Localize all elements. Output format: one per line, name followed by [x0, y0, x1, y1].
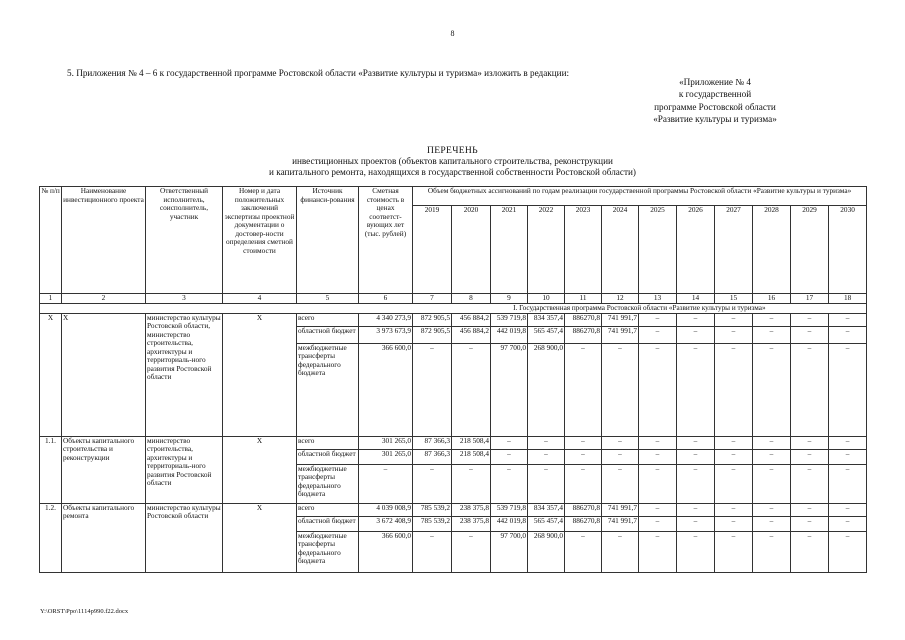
project-name: Х [62, 313, 146, 436]
year-header: 2021 [491, 206, 528, 294]
year-value: – [565, 531, 602, 572]
row-number: X [40, 313, 62, 436]
header-executor: Ответственный исполнитель, соисполнитель, участник [146, 187, 223, 294]
year-value: 539 719,8 [491, 503, 528, 516]
header-volume: Объем бюджетных ассигнований по годам реализации государственной программы Ростовской области «Развитие культуры и туризма» [413, 187, 867, 206]
year-header: 2024 [602, 206, 639, 294]
year-value: – [677, 343, 715, 436]
year-value: – [753, 516, 791, 531]
year-value: 834 357,4 [528, 313, 565, 326]
year-value: – [791, 464, 829, 503]
row-number: 1.2. [40, 503, 62, 572]
column-number: 14 [677, 294, 715, 304]
page-number: 8 [450, 29, 455, 38]
year-value: – [715, 503, 753, 516]
year-value: – [528, 436, 565, 449]
year-value: 834 357,4 [528, 503, 565, 516]
expertise-info: Х [223, 436, 297, 503]
year-value: – [829, 531, 867, 572]
year-header: 2023 [565, 206, 602, 294]
program-row [40, 304, 867, 314]
table-row [40, 313, 867, 326]
year-value: – [602, 449, 639, 464]
year-value: – [715, 313, 753, 326]
funding-source: всего [297, 503, 359, 516]
year-value: – [715, 326, 753, 343]
year-value: – [677, 326, 715, 343]
year-value: – [677, 464, 715, 503]
year-value: – [677, 531, 715, 572]
year-value: 741 991,7 [602, 326, 639, 343]
year-value: – [639, 503, 677, 516]
year-value: 886270,8 [565, 503, 602, 516]
year-value: – [753, 449, 791, 464]
expertise-info: Х [223, 313, 297, 436]
year-value: 539 719,8 [491, 313, 528, 326]
appendix-caption [585, 76, 845, 125]
project-name: Объекты капитального ремонта [62, 503, 146, 572]
header-source: Источник финанси-рования [297, 187, 359, 294]
year-value: – [791, 313, 829, 326]
year-value: 872 905,5 [413, 326, 452, 343]
column-number: 16 [753, 294, 791, 304]
estimated-cost: 3 672 408,9 [359, 516, 413, 531]
year-header: 2027 [715, 206, 753, 294]
year-value: – [791, 516, 829, 531]
year-value: – [565, 464, 602, 503]
year-value: – [677, 516, 715, 531]
year-value: – [677, 449, 715, 464]
year-value: 565 457,4 [528, 516, 565, 531]
project-name: Объекты капитального строительства и реконструкции [62, 436, 146, 503]
column-number: 7 [413, 294, 452, 304]
year-value: 886270,8 [565, 326, 602, 343]
year-value: 218 508,4 [452, 449, 491, 464]
funding-source: областной бюджет [297, 449, 359, 464]
year-value: 268 900,0 [528, 531, 565, 572]
year-value: 442 019,8 [491, 516, 528, 531]
year-header: 2022 [528, 206, 565, 294]
appendix-line: «Приложение № 4 [679, 77, 751, 87]
subtitle-line: инвестиционных проектов (объектов капитального строительства, реконструкции [292, 156, 613, 166]
header-name: Наименование инвестиционного проекта [62, 187, 146, 294]
funding-source: областной бюджет [297, 326, 359, 343]
year-value: – [639, 326, 677, 343]
year-value: – [791, 343, 829, 436]
year-value: 97 700,0 [491, 343, 528, 436]
year-value: – [753, 313, 791, 326]
document-title: ПЕРЕЧЕНЬ [427, 145, 478, 156]
year-value: – [491, 464, 528, 503]
year-value: 238 375,8 [452, 503, 491, 516]
funding-source: всего [297, 313, 359, 326]
year-value: – [413, 343, 452, 436]
column-number: 5 [297, 294, 359, 304]
file-path-footer: Y:\ORST\Ppo\1114p990.f22.docx [40, 608, 129, 615]
year-value: – [753, 436, 791, 449]
year-value: – [829, 503, 867, 516]
year-value: – [715, 343, 753, 436]
year-value: – [715, 449, 753, 464]
row-number: 1.1. [40, 436, 62, 503]
year-value: – [829, 343, 867, 436]
funding-source: межбюджетные трансферты федерального бюджета [297, 531, 359, 572]
estimated-cost: 3 973 673,9 [359, 326, 413, 343]
year-value: – [491, 449, 528, 464]
table-row [40, 436, 867, 449]
appendix-line: программе Ростовской области [654, 101, 776, 112]
year-value: – [791, 449, 829, 464]
estimated-cost: 4 340 273,9 [359, 313, 413, 326]
table-row [40, 503, 867, 516]
year-value: – [602, 436, 639, 449]
header-cost: Сметная стоимость в ценах соответст-вующих лет (тыс. рублей) [359, 187, 413, 294]
header-num: № п/п [40, 187, 62, 294]
year-value: – [715, 516, 753, 531]
document-subtitle [0, 156, 905, 178]
year-value: 218 508,4 [452, 436, 491, 449]
year-value: – [753, 531, 791, 572]
year-value: – [602, 531, 639, 572]
year-header: 2019 [413, 206, 452, 294]
year-value: – [677, 503, 715, 516]
year-value: 87 366,3 [413, 436, 452, 449]
column-number: 6 [359, 294, 413, 304]
column-number: 3 [146, 294, 223, 304]
year-value: – [452, 531, 491, 572]
year-value: – [565, 343, 602, 436]
responsible-executor: министерство культуры Ростовской области, министерство строительства, архитектуры и территориаль-ного развития Ростовской области [146, 313, 223, 436]
funding-source: межбюджетные трансферты федерального бюджета [297, 343, 359, 436]
program-row-label: I. Государственная программа Ростовской области «Развитие культуры и туризма» [413, 304, 867, 314]
year-value: – [639, 464, 677, 503]
expertise-info: Х [223, 503, 297, 572]
year-value: 456 884,2 [452, 313, 491, 326]
year-value: 741 991,7 [602, 516, 639, 531]
year-value: 785 539,2 [413, 516, 452, 531]
column-number: 8 [452, 294, 491, 304]
year-value: 785 539,2 [413, 503, 452, 516]
appendix-line: к государственной [678, 89, 752, 100]
year-header: 2025 [639, 206, 677, 294]
year-value: – [715, 436, 753, 449]
year-value: 741 991,7 [602, 503, 639, 516]
year-value: – [413, 531, 452, 572]
year-value: – [677, 436, 715, 449]
year-value: – [829, 516, 867, 531]
header-row [40, 187, 867, 206]
year-value: – [639, 436, 677, 449]
estimated-cost: 301 265,0 [359, 449, 413, 464]
year-value: – [528, 449, 565, 464]
column-number: 18 [829, 294, 867, 304]
year-value: – [753, 464, 791, 503]
year-value: 565 457,4 [528, 326, 565, 343]
year-value: 97 700,0 [491, 531, 528, 572]
year-value: – [829, 326, 867, 343]
year-header: 2030 [829, 206, 867, 294]
year-value: – [791, 503, 829, 516]
year-value: – [791, 326, 829, 343]
year-value: – [639, 313, 677, 326]
estimated-cost: 366 600,0 [359, 531, 413, 572]
year-value: – [829, 464, 867, 503]
year-header: 2029 [791, 206, 829, 294]
estimated-cost: 366 600,0 [359, 343, 413, 436]
intro-paragraph: 5. Приложения № 4 – 6 к государственной программе Ростовской области «Развитие культуры и туризма» изложить в редакции: [67, 68, 570, 78]
year-value: – [677, 313, 715, 326]
year-value: 886270,8 [565, 313, 602, 326]
year-value: – [565, 436, 602, 449]
column-number: 13 [639, 294, 677, 304]
year-value: – [715, 531, 753, 572]
year-value: – [491, 436, 528, 449]
year-value: – [753, 326, 791, 343]
year-header: 2026 [677, 206, 715, 294]
year-value: 886270,8 [565, 516, 602, 531]
investment-projects-table [39, 186, 867, 573]
year-value: 741 991,7 [602, 313, 639, 326]
column-number: 4 [223, 294, 297, 304]
funding-source: областной бюджет [297, 516, 359, 531]
year-value: 456 884,2 [452, 326, 491, 343]
column-number-row [40, 294, 867, 304]
year-value: 442 019,8 [491, 326, 528, 343]
column-number: 2 [62, 294, 146, 304]
year-value: – [753, 343, 791, 436]
year-value: – [829, 313, 867, 326]
year-value: – [602, 343, 639, 436]
year-value: – [791, 531, 829, 572]
column-number: 11 [565, 294, 602, 304]
year-value: 268 900,0 [528, 343, 565, 436]
year-value: – [639, 516, 677, 531]
year-value: – [639, 343, 677, 436]
funding-source: всего [297, 436, 359, 449]
year-value: – [413, 464, 452, 503]
column-number: 1 [40, 294, 62, 304]
year-value: 872 905,5 [413, 313, 452, 326]
column-number: 9 [491, 294, 528, 304]
program-row-blank [40, 304, 413, 314]
year-value: – [602, 464, 639, 503]
year-value: – [528, 464, 565, 503]
estimated-cost: 4 039 008,9 [359, 503, 413, 516]
year-value: – [639, 531, 677, 572]
responsible-executor: министерство строительства, архитектуры и территориаль-ного развития Ростовской области [146, 436, 223, 503]
year-header: 2028 [753, 206, 791, 294]
subtitle-line: и капитального ремонта, находящихся в государственной собственности Ростовской области) [269, 167, 636, 177]
year-value: – [452, 464, 491, 503]
column-number: 10 [528, 294, 565, 304]
year-header: 2020 [452, 206, 491, 294]
year-value: – [753, 503, 791, 516]
year-value: – [639, 449, 677, 464]
estimated-cost: 301 265,0 [359, 436, 413, 449]
appendix-line: «Развитие культуры и туризма» [653, 113, 777, 124]
year-value: – [715, 464, 753, 503]
column-number: 12 [602, 294, 639, 304]
responsible-executor: министерство культуры Ростовской области [146, 503, 223, 572]
year-value: – [452, 343, 491, 436]
year-value: – [565, 449, 602, 464]
year-value: – [829, 436, 867, 449]
year-value: – [791, 436, 829, 449]
estimated-cost: – [359, 464, 413, 503]
funding-source: межбюджетные трансферты федерального бюджета [297, 464, 359, 503]
column-number: 17 [791, 294, 829, 304]
year-value: 238 375,8 [452, 516, 491, 531]
year-value: – [829, 449, 867, 464]
column-number: 15 [715, 294, 753, 304]
header-expertise: Номер и дата положительных заключений экспертизы проектной документации о достовер-ности определения сметной стоимости [223, 187, 297, 294]
year-value: 87 366,3 [413, 449, 452, 464]
